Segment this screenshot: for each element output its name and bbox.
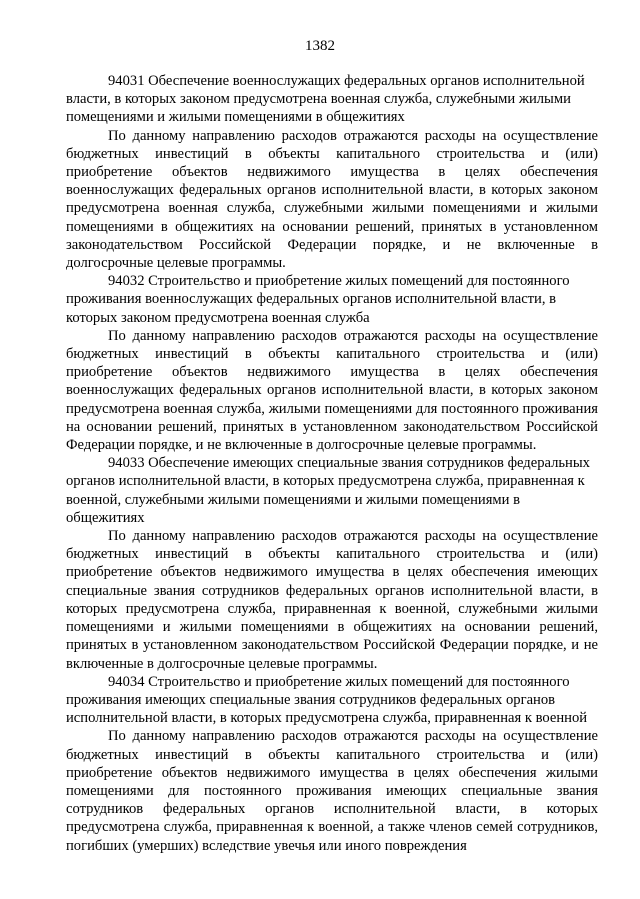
section-94034-title: 94034 Строительство и приобретение жилых помещений для постоянного проживания имеющих специальные звания сотрудников федеральных органов исполнительной власти, в которых предусмотрена служба, приравненная к военной <box>66 673 588 727</box>
section-94034-description: По данному направлению расходов отражаются расходы на осуществление бюджетных инвестиций в объекты капитального строительства и (или) приобретение объектов недвижимого имущества в целях обеспечения жилыми помещениями для постоянного проживания имеющих специальные звания сотрудников федеральных органов исполнительной власти, в которых предусмотрена служба, приравненная к военной, а также членов семей сотрудников, погибших (умерших) вследствие увечья или иного повреждения <box>66 728 598 854</box>
section-94031-description: По данному направлению расходов отражаются расходы на осуществление бюджетных инвестиций в объекты капитального строительства и (или) приобретение объектов недвижимого имущества в целях обеспечения военнослужащих федеральных органов исполнительной власти, в которых законом предусмотрена военная служба, служебными жилыми помещениями и жилыми помещениями в общежитиях на основании решений, принятых в установленном законодательством Российской Федерации порядке, и не включенные в долгосрочные целевые программы. <box>66 127 598 272</box>
section-94032-description: По данному направлению расходов отражаются расходы на осуществление бюджетных инвестиций в объекты капитального строительства и (или) приобретение объектов недвижимого имущества в целях обеспечения военнослужащих федеральных органов исполнительной власти, в которых законом предусмотрена военная служба, жилыми помещениями для постоянного проживания на основании решений, принятых в установленном законодательством Российской Федерации порядке, и не включенные в долгосрочные целевые программы. <box>66 327 598 454</box>
section-94033-description: По данному направлению расходов отражаются расходы на осуществление бюджетных инвестиций в объекты капитального строительства и (или) приобретение объектов недвижимого имущества в целях обеспечения имеющих специальные звания сотрудников федеральных органов исполнительной власти, в которых предусмотрена служба, приравненная к военной, служебными жилыми помещениями и жилыми помещениями в общежитиях на основании решений, принятых в установленном законодательством Российской Федерации порядке, и не включенные в долгосрочные целевые программы. <box>66 528 598 672</box>
page-number: 1382 <box>305 38 335 54</box>
document-body <box>66 72 598 855</box>
section-94031-title: 94031 Обеспечение военнослужащих федеральных органов исполнительной власти, в которых законом предусмотрена военная служба, служебными жилыми помещениями и жилыми помещениями в общежитиях <box>66 73 585 126</box>
section-94033-title: 94033 Обеспечение имеющих специальные звания сотрудников федеральных органов исполнительной власти, в которых предусмотрена служба, приравненная к военной, служебными жилыми помещениями и жилыми помещениями в общежитиях <box>66 455 590 526</box>
section-94032-title: 94032 Строительство и приобретение жилых помещений для постоянного проживания военнослужащих федеральных органов исполнительной власти, в которых законом предусмотрена военная служба <box>66 273 570 326</box>
